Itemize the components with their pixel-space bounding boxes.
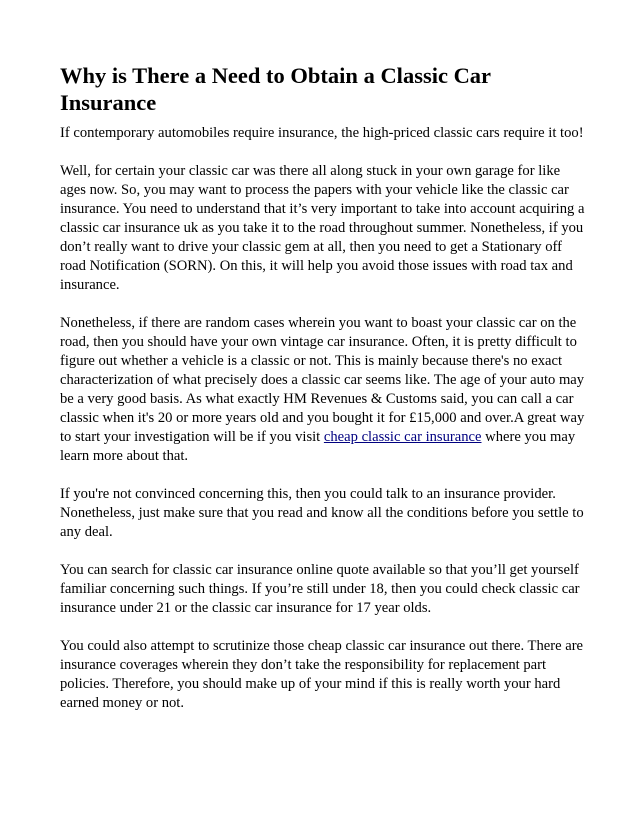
document-page	[60, 62, 588, 732]
paragraph-classic-text-after: where you may learn more about that.	[60, 429, 576, 464]
document-title: Why is There a Need to Obtain a Classic Car Insurance	[60, 63, 491, 115]
paragraph-intro: If contemporary automobiles require insurance, the high-priced classic cars require it too!	[60, 125, 584, 141]
paragraph-insurance-provider: If you're not convinced concerning this, then you could talk to an insurance provider. Nonetheless, just make sure that you read and know all the conditions before you settle to any deal.	[60, 486, 584, 540]
paragraph-online-quote: You can search for classic car insurance online quote available so that you’ll get yourself familiar concerning such things. If you’re still under 18, then you could check classic car insurance under 21 or the classic car insurance for 17 year olds.	[60, 562, 580, 616]
paragraph-classic-text-before: Nonetheless, if there are random cases wherein you want to boast your classic car on the road, then you should have your own vintage car insurance. Often, it is pretty difficult to figure out whether a vehicle is a classic or not. This is mainly because there's no exact characterization of what precisely does a classic car seems like. The age of your auto may be a very good basis. As what exactly HM Revenues & Customs said, you can call a car classic when it's 20 or more years old and you bought it for £15,000 and over.A great way to start your investigation will be if you visit	[60, 315, 585, 445]
cheap-classic-car-insurance-link[interactable]: cheap classic car insurance	[323, 429, 482, 445]
paragraph-cheap-insurance: You could also attempt to scrutinize those cheap classic car insurance out there. There are insurance coverages wherein they don’t take the responsibility for replacement part policies. Therefore, you should make up of your mind if this is really worth your hard earned money or not.	[60, 638, 584, 711]
paragraph-classic-definition	[60, 314, 588, 466]
paragraph-garage: Well, for certain your classic car was there all along stuck in your own garage for like ages now. So, you may want to process the papers with your vehicle like the classic car insurance. You need to understand that it’s very important to take into account acquiring a classic car insurance uk as you take it to the road throughout summer. Nonetheless, if you don’t really want to drive your classic gem at all, then you need to get a Stationary off road Notification (SORN). On this, it will help you avoid those issues with road tax and insurance.	[60, 163, 585, 293]
